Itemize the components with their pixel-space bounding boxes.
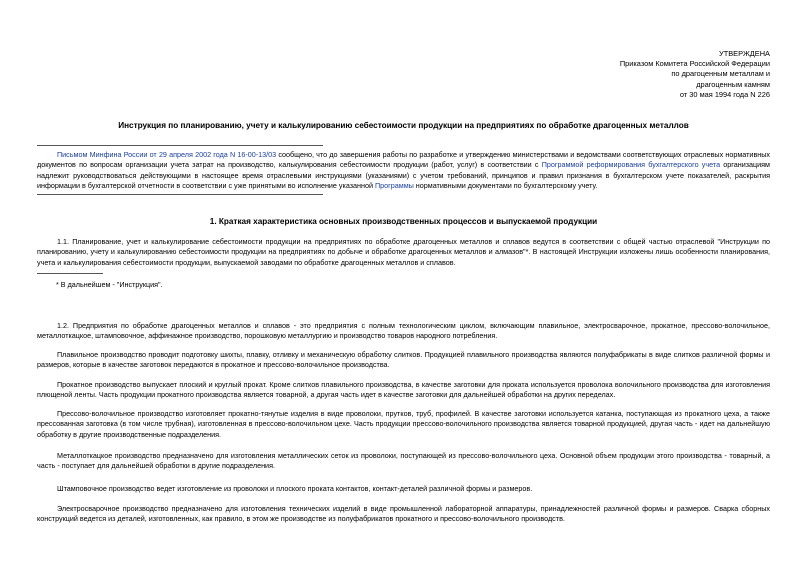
paragraph: Металлоткацкое производство предназначено для изготовления металлических сеток из проволоки, поступающей из прессово-волочильного цеха. Основной объем продукции этого производства - товарный, а часть - поступает для дальнейшей обработки в другие подразделения. xyxy=(37,451,770,471)
approval-line: по драгоценным металлам и xyxy=(671,69,770,79)
paragraph: 1.2. Предприятия по обработке драгоценных металлов и сплавов - это предприятия с полным технологическим циклом, включающим плавильное, электросварочное, прокатное, прессово-волочильное, металлоткацкое, штамповочное, аффинажное производство, порошковую металлургию и производство товаров народного потребления. xyxy=(37,321,770,341)
paragraph: Плавильное производство проводит подготовку шихты, плавку, отливку и механическую обработку слитков. Продукцией плавильного производства являются полуфабрикаты в виде слитков различной формы и размеров, которые в качестве заготовок передаются в прокатное и прессово-волочильное производства. xyxy=(37,350,770,370)
paragraph: 1.1. Планирование, учет и калькулирование себестоимости продукции на предприятиях по обработке драгоценных металлов и сплавов ведутся в соответствии с общей частью отраслевой "Инструкции по планированию, учету и калькулированию себестоимости продукции на предприятиях по добыче и обработке драгоценных металлов и алмазов"*. В настоящей Инструкции изложены лишь особенности планирования, учета и калькулирования себестоимости продукции, выпускаемой заводами по обработке драгоценных металлов и сплавов. xyxy=(37,237,770,267)
note-link-reform-program[interactable]: Программой реформирования бухгалтерского учета xyxy=(541,160,721,170)
section-title: 1. Краткая характеристика основных производственных процессов и выпускаемой продукции xyxy=(209,217,598,226)
note-top-rule xyxy=(37,145,323,146)
note-link-minfin-letter[interactable]: Письмом Минфина России от 29 апреля 2002 года N 16-00-13/03 xyxy=(57,150,277,159)
approval-line: драгоценным камням xyxy=(696,79,770,89)
note-text: нормативными документами по бухгалтерскому учету. xyxy=(413,181,598,191)
note-link-program[interactable]: Программы xyxy=(374,181,414,191)
approval-line: Приказом Комитета Российской Федерации xyxy=(619,59,770,69)
note-text: сообщено, что до завершения работы по разработке и утверждению министерствами и ведомствами соответствующих отраслевых нормативных документов по вопросам организации учета затрат на производство, калькулирования себестоимости продукции (работ, услуг) в соответствии с xyxy=(37,150,770,170)
note-text: организациям надлежит руководствоваться действующими в настоящее время отраслевыми инструкциями (указаниями) с учетом требований, принципов и правил признания в бухгалтерском учете показателей, раскрытия информации в бухгалтерской отчетности в соответствии с уже принятыми во исполнение указанной xyxy=(37,160,771,191)
paragraph: Штамповочное производство ведет изготовление из проволоки и плоского проката контактов, контакт-деталей различной формы и размеров. xyxy=(57,484,533,493)
paragraph: Прессово-волочильное производство изготовляет прокатно-тянутые изделия в виде проволоки, прутков, труб, профилей. В качестве заготовки используется катанка, поступающая из прокатного цеха, а также прессованная заготовка (в том числе трубная), изготовленная в прессово-волочильном цехе. Часть продукции прессово-волочильного производства является товарной продукцией, другая часть - идет на дальнейшую обработку в другие производственные подразделения. xyxy=(37,409,770,439)
editorial-note xyxy=(37,150,770,192)
approval-line: УТВЕРЖДЕНА xyxy=(719,49,770,58)
note-bottom-rule xyxy=(37,194,323,195)
approval-line: от 30 мая 1994 года N 226 xyxy=(679,89,770,99)
paragraph: Электросварочное производство предназначено для изготовления технических изделий в виде промышленной лабораторной аппаратуры, принадлежностей различной формы и размеров. Сварка сборных конструкций ведется из деталей, изготовленных, как правило, в этом же производстве из полуфабрикатов прокатного и прессово-волочильного производств. xyxy=(37,504,770,524)
paragraph: Прокатное производство выпускает плоский и круглый прокат. Кроме слитков плавильного производства, в качестве заготовки для проката используется проволока волочильного производства для изготовления плющеной ленты. Часть продукции прокатного производства является товарной, а другая часть идет в качестве заготовки для дальнейшей обработки на других переделах. xyxy=(37,380,770,400)
approval-block xyxy=(620,49,770,100)
document-title: Инструкция по планированию, учету и калькулированию себестоимости продукции на предприятиях по обработке драгоценных металлов xyxy=(118,121,689,130)
footnote: * В дальнейшем - "Инструкция". xyxy=(56,280,163,289)
footnote-rule xyxy=(37,273,103,274)
